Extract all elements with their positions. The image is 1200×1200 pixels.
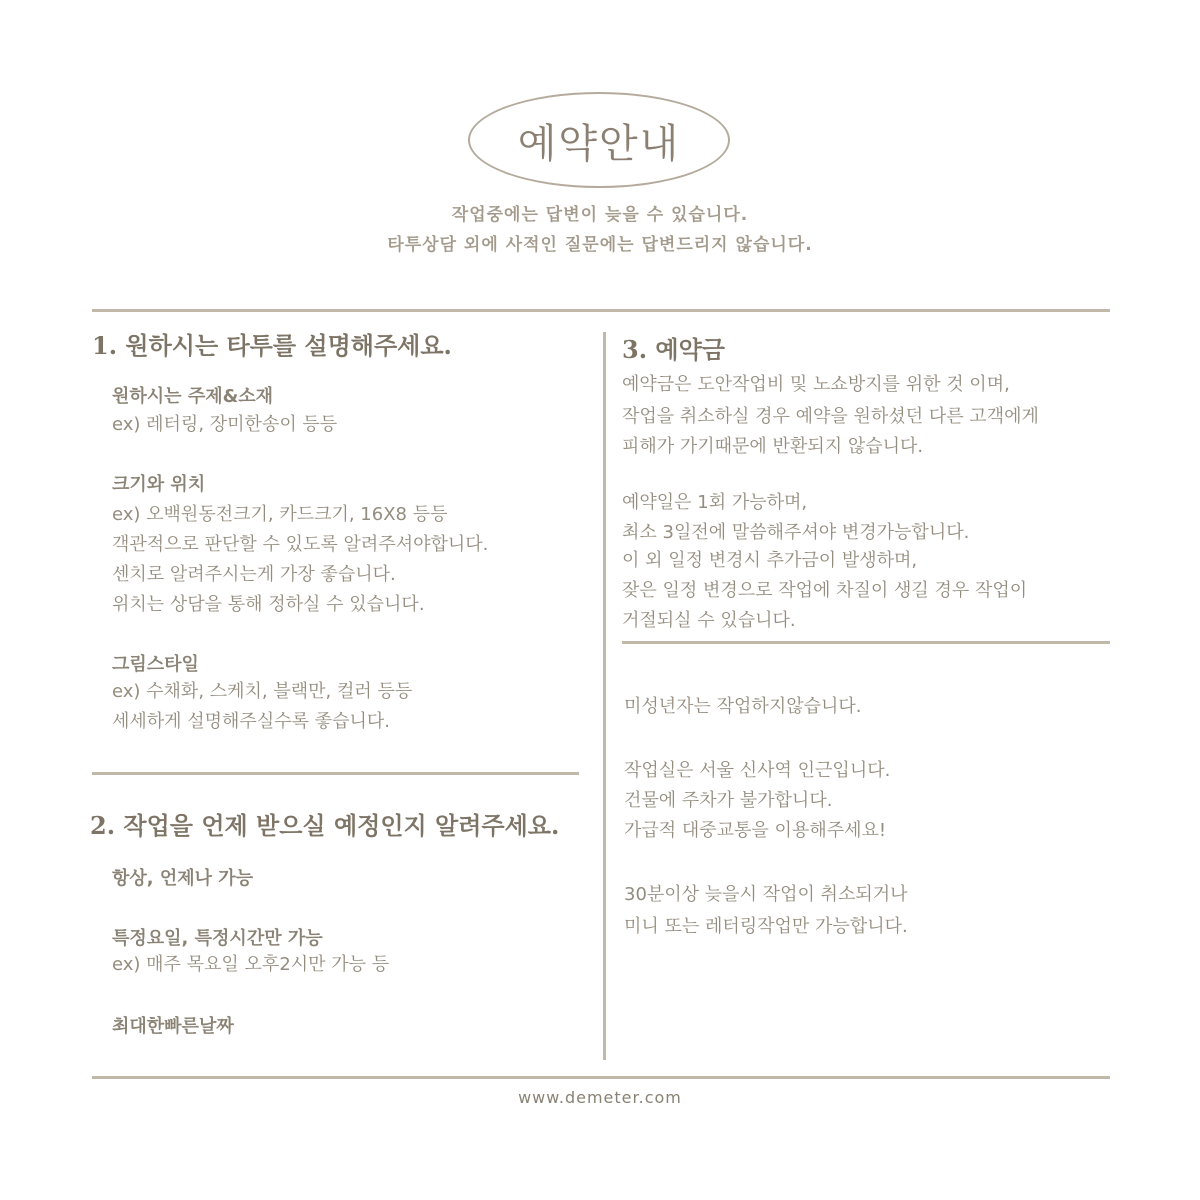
s1-item2-line4: 위치는 상담을 통해 정하실 수 있습니다. [112, 594, 425, 615]
bottom-divider [92, 1076, 1110, 1079]
info-p1-line1: 미성년자는 작업하지않습니다. [624, 696, 862, 717]
notice-line-2: 타투상담 외에 사적인 질문에는 답변드리지 않습니다. [387, 235, 813, 255]
s1-item2-line1: ex) 오백원동전크기, 카드크기, 16X8 등등 [112, 504, 448, 525]
info-p3-line2: 미니 또는 레터링작업만 가능합니다. [624, 916, 908, 937]
s1-item2-line2: 객관적으로 판단할 수 있도록 알려주셔야합니다. [112, 534, 489, 555]
s3-p2-line3: 이 외 일정 변경시 추가금이 발생하며, [622, 550, 918, 571]
s1-item2-line3: 센치로 알려주시는게 가장 좋습니다. [112, 564, 396, 585]
section1-heading: 1. 원하시는 타투를 설명해주세요. [92, 331, 452, 360]
info-p2-line2: 건물에 주차가 불가합니다. [624, 790, 833, 811]
s1-item3-line2: 세세하게 설명해주실수록 좋습니다. [112, 711, 390, 732]
s1-item3-head: 그림스타일 [112, 654, 199, 675]
s3-p2-line2: 최소 3일전에 말씀해주셔야 변경가능합니다. [622, 522, 970, 543]
info-p3-line1: 30분이상 늦을시 작업이 취소되거나 [624, 884, 908, 905]
column-divider [603, 332, 606, 1060]
section3-heading: 3. 예약금 [622, 335, 725, 364]
s1-item1-head: 원하시는 주제&소재 [112, 386, 274, 407]
s2-item3-head: 최대한빠른날짜 [112, 1016, 234, 1037]
top-divider [92, 309, 1110, 312]
right-mid-divider [622, 641, 1110, 644]
page-title: 예약안내 [517, 120, 681, 167]
s1-item2-head: 크기와 위치 [112, 474, 206, 495]
section2-heading: 2. 작업을 언제 받으실 예정인지 알려주세요. [90, 811, 560, 840]
s3-p2-line4: 잦은 일정 변경으로 작업에 차질이 생길 경우 작업이 [622, 580, 1028, 601]
s2-item1-head: 항상, 언제나 가능 [112, 868, 254, 889]
s3-p1-line3: 피해가 가기때문에 반환되지 않습니다. [622, 436, 924, 457]
info-p2-line3: 가급적 대중교통을 이용해주세요! [624, 820, 887, 841]
s3-p1-line1: 예약금은 도안작업비 및 노쇼방지를 위한 것 이며, [622, 374, 1010, 395]
s1-item1-line1: ex) 레터링, 장미한송이 등등 [112, 414, 338, 435]
s3-p1-line2: 작업을 취소하실 경우 예약을 원하셨던 다른 고객에게 [622, 406, 1039, 427]
footer-url[interactable]: www.demeter.com [518, 1088, 682, 1107]
title-oval [468, 92, 730, 188]
left-mid-divider [92, 772, 579, 775]
s3-p2-line1: 예약일은 1회 가능하며, [622, 492, 808, 513]
info-p2-line1: 작업실은 서울 신사역 인근입니다. [624, 760, 891, 781]
s3-p2-line5: 거절되실 수 있습니다. [622, 610, 796, 631]
s2-item2-head: 특정요일, 특정시간만 가능 [112, 928, 323, 949]
notice-line-1: 작업중에는 답변이 늦을 수 있습니다. [451, 205, 749, 225]
s1-item3-line1: ex) 수채화, 스케치, 블랙만, 컬러 등등 [112, 681, 413, 702]
s2-item2-line1: ex) 매주 목요일 오후2시만 가능 등 [112, 954, 390, 975]
